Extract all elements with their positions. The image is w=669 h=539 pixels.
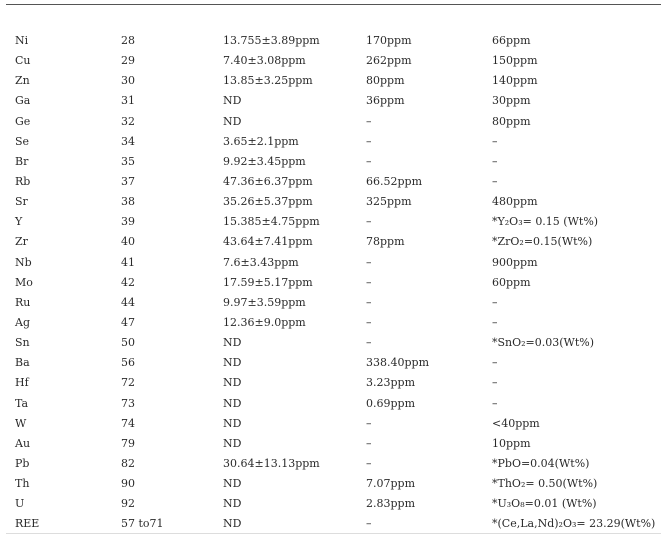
measured-value-cell: 35.26±5.37ppm <box>223 195 313 209</box>
atomic-number-cell: 92 <box>121 497 135 511</box>
atomic-number-cell: 56 <box>121 356 135 370</box>
reference-value-cell: – <box>366 255 372 269</box>
atomic-number-cell: 40 <box>121 235 135 249</box>
measured-value-cell: 13.755±3.89ppm <box>223 34 320 47</box>
atomic-number-cell: 32 <box>121 114 135 128</box>
comparison-value-cell: – <box>492 174 498 188</box>
reference-value-cell: – <box>366 134 372 148</box>
comparison-value-cell: *(Ce,La,Nd)₂O₃= 23.29(Wt%) <box>492 517 656 531</box>
reference-value-cell: 36ppm <box>366 94 405 108</box>
measured-value-cell: ND <box>223 396 242 410</box>
comparison-value-cell: *U₃O₈=0.01 (Wt%) <box>492 497 597 511</box>
element-cell: Se <box>15 134 30 148</box>
comparison-value-cell: 60ppm <box>492 275 531 289</box>
reference-value-cell: 262ppm <box>366 54 412 68</box>
reference-value-cell: 325ppm <box>366 195 412 209</box>
comparison-value-cell: – <box>492 376 498 390</box>
measured-value-cell: 30.64±13.13ppm <box>223 456 320 470</box>
reference-value-cell: – <box>366 436 372 450</box>
comparison-value-cell: <40ppm <box>492 416 540 430</box>
reference-value-cell: – <box>366 275 372 289</box>
table-row <box>0 152 669 172</box>
atomic-number-cell: 29 <box>121 54 135 68</box>
comparison-value-cell: – <box>492 356 498 370</box>
table-row <box>0 172 669 192</box>
comparison-value-cell: *Y₂O₃= 0.15 (Wt%) <box>492 215 599 229</box>
atomic-number-cell: 44 <box>121 295 135 309</box>
measured-value-cell: ND <box>223 114 242 128</box>
table-row <box>0 313 669 333</box>
measured-value-cell: 15.385±4.75ppm <box>223 215 320 229</box>
table-row <box>0 474 669 494</box>
atomic-number-cell: 72 <box>121 376 135 390</box>
table-row <box>0 91 669 111</box>
measured-value-cell: 43.64±7.41ppm <box>223 235 313 249</box>
atomic-number-cell: 28 <box>121 34 135 47</box>
element-cell: Pb <box>15 456 30 470</box>
atomic-number-cell: 47 <box>121 315 135 329</box>
measured-value-cell: 9.97±3.59ppm <box>223 295 306 309</box>
element-cell: Br <box>15 154 29 168</box>
measured-value-cell: 47.36±6.37ppm <box>223 174 313 188</box>
reference-value-cell: – <box>366 456 372 470</box>
element-cell: Cu <box>15 54 31 68</box>
atomic-number-cell: 35 <box>121 154 135 168</box>
atomic-number-cell: 37 <box>121 174 135 188</box>
comparison-value-cell: 140ppm <box>492 74 538 88</box>
element-cell: U <box>15 497 25 511</box>
table-row <box>0 31 669 51</box>
element-cell: Y <box>15 215 23 229</box>
atomic-number-cell: 57 to71 <box>121 517 164 531</box>
comparison-value-cell: *PbO=0.04(Wt%) <box>492 456 590 470</box>
reference-value-cell: – <box>366 336 372 350</box>
table-row <box>0 434 669 454</box>
atomic-number-cell: 38 <box>121 195 135 209</box>
atomic-number-cell: 41 <box>121 255 135 269</box>
measured-value-cell: 3.65±2.1ppm <box>223 134 299 148</box>
reference-value-cell: 66.52ppm <box>366 174 423 188</box>
atomic-number-cell: 39 <box>121 215 135 229</box>
table-row <box>0 494 669 514</box>
comparison-value-cell: – <box>492 134 498 148</box>
atomic-number-cell: 82 <box>121 456 135 470</box>
atomic-number-cell: 30 <box>121 74 135 88</box>
table-row <box>0 71 669 91</box>
measured-value-cell: 13.85±3.25ppm <box>223 74 313 88</box>
table-row <box>0 394 669 414</box>
element-table <box>0 31 669 535</box>
reference-value-cell: 80ppm <box>366 74 405 88</box>
comparison-value-cell: 900ppm <box>492 255 538 269</box>
measured-value-cell: ND <box>223 356 242 370</box>
table-row <box>0 192 669 212</box>
measured-value-cell: ND <box>223 94 242 108</box>
table-row <box>0 253 669 273</box>
reference-value-cell: – <box>366 154 372 168</box>
reference-value-cell: 3.23ppm <box>366 376 416 390</box>
measured-value-cell: ND <box>223 336 242 350</box>
comparison-value-cell: 10ppm <box>492 436 531 450</box>
table-row <box>0 51 669 71</box>
element-cell: Zr <box>15 235 28 249</box>
comparison-value-cell: 66ppm <box>492 34 531 47</box>
table-row <box>0 293 669 313</box>
element-cell: Au <box>15 436 31 450</box>
comparison-value-cell: *ZrO₂=0.15(Wt%) <box>492 235 593 249</box>
table-row <box>0 273 669 293</box>
element-cell: Ta <box>15 396 29 410</box>
table-row <box>0 132 669 152</box>
element-cell: Zn <box>15 74 30 88</box>
atomic-number-cell: 34 <box>121 134 135 148</box>
measured-value-cell: 17.59±5.17ppm <box>223 275 313 289</box>
element-cell: Th <box>15 477 30 491</box>
atomic-number-cell: 31 <box>121 94 135 108</box>
measured-value-cell: ND <box>223 376 242 390</box>
table-row <box>0 414 669 434</box>
reference-value-cell: – <box>366 114 372 128</box>
atomic-number-cell: 74 <box>121 416 135 430</box>
reference-value-cell: 170ppm <box>366 34 412 47</box>
element-cell: Ru <box>15 295 31 309</box>
element-cell: Nb <box>15 255 32 269</box>
measured-value-cell: 7.40±3.08ppm <box>223 54 306 68</box>
reference-value-cell: – <box>366 295 372 309</box>
element-cell: Sn <box>15 336 30 350</box>
reference-value-cell: – <box>366 517 372 531</box>
atomic-number-cell: 50 <box>121 336 135 350</box>
table-row <box>0 373 669 393</box>
table-row <box>0 112 669 132</box>
measured-value-cell: 12.36±9.0ppm <box>223 315 306 329</box>
measured-value-cell: ND <box>223 416 242 430</box>
measured-value-cell: 7.6±3.43ppm <box>223 255 299 269</box>
comparison-value-cell: 80ppm <box>492 114 531 128</box>
top-rule <box>6 4 661 5</box>
reference-value-cell: 338.40ppm <box>366 356 430 370</box>
measured-value-cell: ND <box>223 517 242 531</box>
table-row <box>0 232 669 252</box>
element-cell: Mo <box>15 275 33 289</box>
comparison-value-cell: *SnO₂=0.03(Wt%) <box>492 336 595 350</box>
measured-value-cell: ND <box>223 436 242 450</box>
table-row <box>0 514 669 534</box>
table-row <box>0 333 669 353</box>
element-cell: Rb <box>15 174 31 188</box>
element-cell: Ag <box>15 315 30 329</box>
reference-value-cell: 2.83ppm <box>366 497 416 511</box>
element-cell: Ni <box>15 34 29 47</box>
reference-value-cell: – <box>366 416 372 430</box>
element-cell: Ba <box>15 356 30 370</box>
comparison-value-cell: *ThO₂= 0.50(Wt%) <box>492 477 598 491</box>
measured-value-cell: ND <box>223 477 242 491</box>
atomic-number-cell: 73 <box>121 396 135 410</box>
element-cell: Ga <box>15 94 31 108</box>
reference-value-cell: 0.69ppm <box>366 396 416 410</box>
element-cell: Hf <box>15 376 29 390</box>
element-cell: REE <box>15 517 40 531</box>
reference-value-cell: – <box>366 315 372 329</box>
bottom-rule <box>6 533 661 534</box>
reference-value-cell: 78ppm <box>366 235 405 249</box>
comparison-value-cell: – <box>492 295 498 309</box>
comparison-value-cell: 480ppm <box>492 195 538 209</box>
measured-value-cell: 9.92±3.45ppm <box>223 154 306 168</box>
table-row <box>0 454 669 474</box>
atomic-number-cell: 42 <box>121 275 135 289</box>
comparison-value-cell: 150ppm <box>492 54 538 68</box>
comparison-value-cell: – <box>492 154 498 168</box>
element-cell: Ge <box>15 114 31 128</box>
reference-value-cell: 7.07ppm <box>366 477 416 491</box>
table-row <box>0 353 669 373</box>
table-row <box>0 212 669 232</box>
comparison-value-cell: – <box>492 315 498 329</box>
atomic-number-cell: 79 <box>121 436 135 450</box>
measured-value-cell: ND <box>223 497 242 511</box>
element-cell: W <box>15 416 27 430</box>
comparison-value-cell: 30ppm <box>492 94 531 108</box>
reference-value-cell: – <box>366 215 372 229</box>
atomic-number-cell: 90 <box>121 477 135 491</box>
element-cell: Sr <box>15 195 28 209</box>
comparison-value-cell: – <box>492 396 498 410</box>
